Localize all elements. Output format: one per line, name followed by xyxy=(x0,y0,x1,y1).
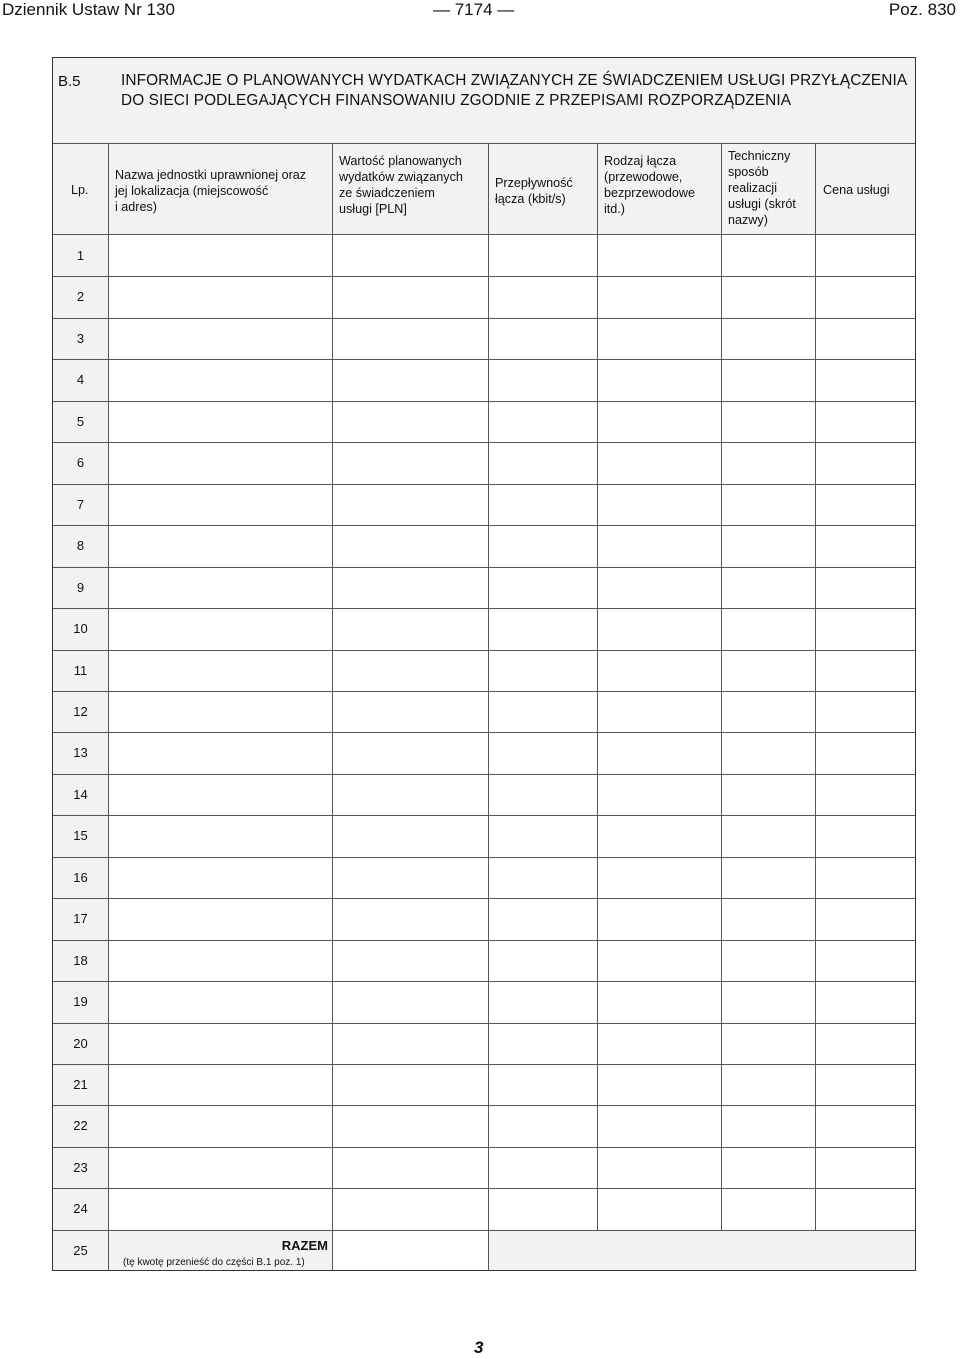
row-number: 9 xyxy=(76,580,85,595)
column-divider xyxy=(108,144,109,1271)
total-label-cell xyxy=(109,1230,332,1270)
row-number: 2 xyxy=(76,289,85,304)
row-divider xyxy=(53,650,915,651)
page-number-header: — 7174 — xyxy=(433,0,515,19)
row-divider xyxy=(53,401,915,402)
column-header-2 xyxy=(109,144,333,235)
column-header-line: Lp. xyxy=(71,183,89,197)
column-header-line: jej lokalizacja (miejscowość xyxy=(115,184,269,198)
page-number: 3 xyxy=(474,1338,484,1357)
column-header-4 xyxy=(489,144,598,235)
section-title: INFORMACJE O PLANOWANYCH WYDATKACH ZWIĄZANYCH ZE ŚWIADCZENIEM USŁUGI PRZYŁĄCZENIA DO SIECI PODLEGAJĄCYCH FINANSOWANIU ZGODNIE Z PRZEPISAMI ROZPORZĄDZENIA xyxy=(121,72,907,109)
column-header-line: łącza (kbit/s) xyxy=(495,192,566,206)
column-header-line: usługi [PLN] xyxy=(339,202,407,216)
column-header-line: realizacji xyxy=(728,181,777,195)
column-header-line: usługi (skrót xyxy=(728,197,796,211)
column-header-3 xyxy=(333,144,489,235)
row-divider xyxy=(53,608,915,609)
total-label: RAZEM xyxy=(281,1238,328,1253)
row-divider xyxy=(53,691,915,692)
row-divider xyxy=(53,815,915,816)
row-number: 8 xyxy=(76,538,85,553)
row-number: 12 xyxy=(73,704,88,719)
column-header-line: bezprzewodowe xyxy=(604,186,696,200)
row-number: 3 xyxy=(76,331,85,346)
row-divider xyxy=(53,1230,915,1231)
row-number: 10 xyxy=(73,621,88,636)
row-number: 21 xyxy=(73,1077,88,1092)
column-header-line: Przepływność xyxy=(495,176,573,190)
column-divider xyxy=(815,144,816,1230)
row-divider xyxy=(53,567,915,568)
row-divider xyxy=(53,1188,915,1189)
row-divider xyxy=(53,1147,915,1148)
row-number: 11 xyxy=(73,663,88,678)
column-header-6 xyxy=(722,144,816,235)
row-number: 24 xyxy=(73,1201,88,1216)
row-divider xyxy=(53,1105,915,1106)
row-number: 1 xyxy=(76,248,85,263)
column-header-line: Rodzaj łącza xyxy=(604,154,677,168)
row-number: 19 xyxy=(73,994,88,1009)
column-header-5 xyxy=(598,144,722,235)
column-header-line: Cena usługi xyxy=(823,183,890,197)
row-number: 18 xyxy=(73,953,88,968)
column-header-line: nazwy) xyxy=(728,213,768,227)
row-divider xyxy=(53,318,915,319)
column-header-line: itd.) xyxy=(604,202,625,216)
page-header xyxy=(0,0,960,22)
row-number: 14 xyxy=(73,787,88,802)
row-divider xyxy=(53,442,915,443)
section-title-band xyxy=(53,58,915,144)
row-divider xyxy=(53,774,915,775)
column-header-line: (przewodowe, xyxy=(604,170,683,184)
row-number: 5 xyxy=(76,414,85,429)
row-divider xyxy=(53,732,915,733)
form-table xyxy=(52,57,916,1271)
row-number: 22 xyxy=(73,1118,88,1133)
column-header-1 xyxy=(53,144,109,235)
column-header-7 xyxy=(816,144,915,235)
column-header-line: i adres) xyxy=(115,200,157,214)
column-divider xyxy=(721,144,722,1230)
column-header-line: ze świadczeniem xyxy=(339,186,435,200)
column-divider xyxy=(597,144,598,1230)
section-code: B.5 xyxy=(58,73,81,90)
row-number: 16 xyxy=(73,870,88,885)
journal-title: Dziennik Ustaw Nr 130 xyxy=(2,0,175,19)
row-number: 25 xyxy=(73,1243,88,1258)
column-header-line: Techniczny xyxy=(728,149,791,163)
column-header-line: Wartość planowanych xyxy=(339,154,462,168)
row-divider xyxy=(53,525,915,526)
row-number: 20 xyxy=(73,1036,88,1051)
row-number: 15 xyxy=(73,828,88,843)
row-divider xyxy=(53,1064,915,1065)
row-divider xyxy=(53,484,915,485)
total-note: (tę kwotę przenieść do części B.1 poz. 1) xyxy=(123,1257,305,1268)
position-number: Poz. 830 xyxy=(888,0,956,19)
row-divider xyxy=(53,898,915,899)
column-divider xyxy=(332,144,333,1271)
row-divider xyxy=(53,857,915,858)
total-shaded-cell xyxy=(489,1230,915,1270)
column-header-line: sposób xyxy=(728,165,769,179)
row-number: 23 xyxy=(73,1160,88,1175)
column-header-line: Nazwa jednostki uprawnionej oraz xyxy=(115,168,307,182)
row-divider xyxy=(53,359,915,360)
row-number: 17 xyxy=(73,911,88,926)
row-number: 7 xyxy=(76,497,85,512)
row-number: 13 xyxy=(73,745,88,760)
row-divider xyxy=(53,940,915,941)
column-divider xyxy=(488,144,489,1271)
row-divider xyxy=(53,1023,915,1024)
row-number: 6 xyxy=(76,455,85,470)
row-number: 4 xyxy=(76,372,85,387)
row-divider xyxy=(53,981,915,982)
column-header-line: wydatków związanych xyxy=(339,170,463,184)
row-divider xyxy=(53,276,915,277)
